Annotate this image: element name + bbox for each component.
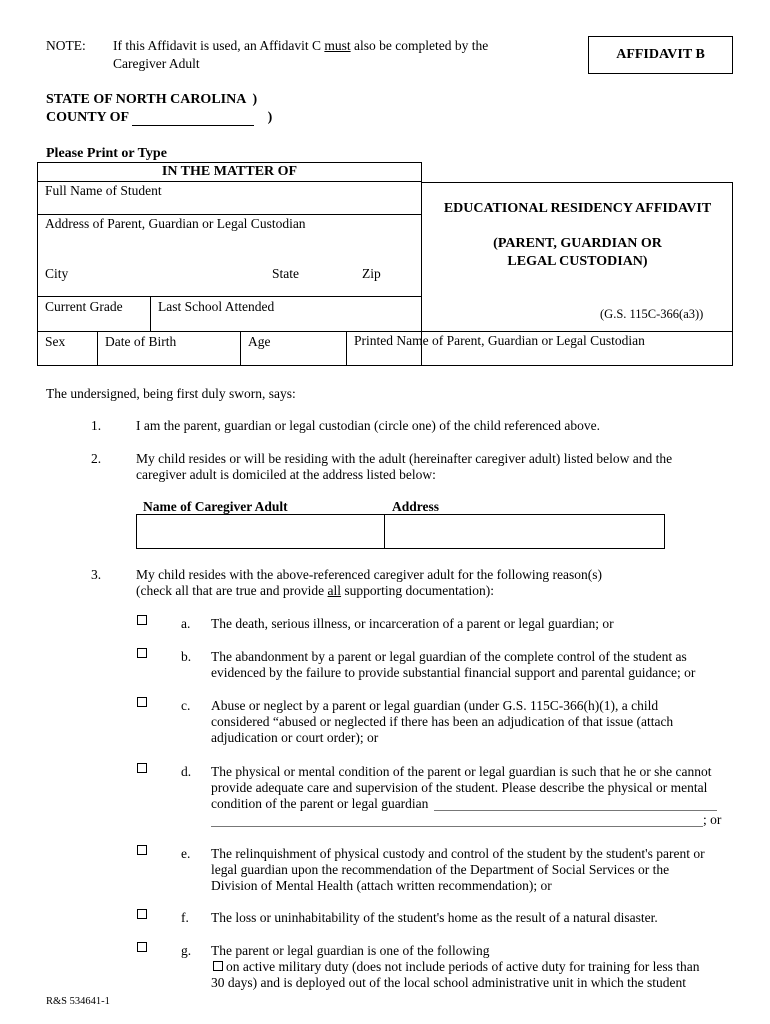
reason-g-text-2: on active military duty (does not include periods of active duty for training for less than: [226, 959, 700, 974]
reason-g-text-3: 30 days) and is deployed out of the local school administrative unit in which the student: [211, 975, 687, 990]
caregiver-name-field[interactable]: [137, 515, 383, 548]
zip-label: Zip: [362, 266, 381, 281]
last-school-label: Last School Attended: [158, 299, 275, 314]
age-label: Age: [248, 334, 271, 349]
form-title: EDUCATIONAL RESIDENCY AFFIDAVIT: [443, 201, 712, 216]
reason-b-checkbox[interactable]: [137, 648, 147, 658]
address-label: Address of Parent, Guardian or Legal Custodian: [45, 216, 306, 231]
reason-d-checkbox[interactable]: [137, 763, 147, 773]
reason-a-text: The death, serious illness, or incarceration of a parent or legal guardian; or: [211, 616, 614, 631]
county-line: COUNTY OF ): [46, 110, 273, 125]
form-subtitle-1: (PARENT, GUARDIAN OR: [493, 236, 662, 251]
reason-g-checkbox[interactable]: [137, 942, 147, 952]
note-line-2: Caregiver Adult: [113, 56, 200, 71]
form-subtitle-2: LEGAL CUSTODIAN): [507, 254, 648, 269]
affidavit-label: AFFIDAVIT B: [588, 36, 733, 74]
reason-d-text-4: ; or: [703, 812, 722, 827]
reason-g-text-1: The parent or legal guardian is one of the following: [211, 943, 490, 958]
item-3-text-2: (check all that are true and provide all supporting documentation):: [136, 583, 495, 598]
sex-label: Sex: [45, 334, 66, 349]
reason-c-text-2: considered “abused or neglected if there has been an adjudication of that issue (attach: [211, 714, 674, 729]
reason-g-military-checkbox[interactable]: [213, 961, 223, 971]
current-grade-label: Current Grade: [45, 299, 123, 314]
reason-b-text-2: evidenced by the failure to provide substantial financial support and parental guidance; or: [211, 665, 696, 680]
reason-b-text-1: The abandonment by a parent or legal guardian of the complete control of the student as: [211, 649, 687, 664]
item-2-number: 2.: [91, 451, 102, 466]
reason-g-letter: g.: [181, 943, 192, 958]
reason-c-text-3: adjudication or court order); or: [211, 730, 379, 745]
reason-d-text-1: The physical or mental condition of the parent or legal guardian is such that he or she cannot: [211, 764, 712, 779]
reason-d-text-3: condition of the parent or legal guardian: [211, 796, 429, 811]
reason-e-text-3: Division of Mental Health (attach written recommendation); or: [211, 878, 552, 893]
item-3-number: 3.: [91, 567, 102, 582]
reason-b-letter: b.: [181, 649, 192, 664]
item-1-text: I am the parent, guardian or legal custodian (circle one) of the child referenced above.: [136, 418, 601, 433]
reason-c-letter: c.: [181, 698, 191, 713]
item-2-text-2: caregiver adult is domiciled at the address listed below:: [136, 467, 436, 482]
note-line-1: If this Affidavit is used, an Affidavit C must also be completed by the: [113, 38, 489, 53]
county-blank[interactable]: [132, 111, 254, 126]
reason-d-letter: d.: [181, 764, 192, 779]
city-label: City: [45, 266, 69, 281]
state-line: STATE OF NORTH CAROLINA ): [46, 92, 258, 107]
statute-ref: (G.S. 115C-366(a3)): [600, 307, 704, 321]
reason-d-text-2: provide adequate care and supervision of the student. Please describe the physical or mental: [211, 780, 708, 795]
dob-label: Date of Birth: [105, 334, 177, 349]
reason-c-text-1: Abuse or neglect by a parent or legal guardian (under G.S. 115C-366(h)(1), a child: [211, 698, 659, 713]
reason-f-checkbox[interactable]: [137, 909, 147, 919]
reason-c-checkbox[interactable]: [137, 697, 147, 707]
intro-text: The undersigned, being first duly sworn, says:: [46, 386, 296, 401]
reason-e-checkbox[interactable]: [137, 845, 147, 855]
state-label: State: [272, 266, 299, 281]
footer-code: R&S 534641-1: [46, 996, 110, 1007]
reason-d-blank-2[interactable]: [211, 826, 703, 827]
in-the-matter-header: IN THE MATTER OF: [161, 164, 298, 179]
reason-d-blank-1[interactable]: [434, 810, 717, 811]
caregiver-address-header: Address: [392, 499, 440, 514]
reason-a-letter: a.: [181, 616, 191, 631]
reason-f-text: The loss or uninhabitability of the student's home as the result of a natural disaster.: [211, 910, 658, 925]
reason-e-text-1: The relinquishment of physical custody and control of the student by the student's parent or: [211, 846, 705, 861]
note-label: NOTE:: [46, 38, 86, 53]
reason-e-letter: e.: [181, 846, 191, 861]
item-1-number: 1.: [91, 418, 102, 433]
caregiver-address-field[interactable]: [386, 515, 664, 548]
item-2-text-1: My child resides or will be residing with the adult (hereinafter caregiver adult) listed below and the: [136, 451, 673, 466]
item-3-text-1: My child resides with the above-referenced caregiver adult for the following reason(s): [136, 567, 602, 582]
full-name-label: Full Name of Student: [45, 183, 162, 198]
reason-a-checkbox[interactable]: [137, 615, 147, 625]
reason-e-text-2: legal guardian upon the recommendation of the Department of Social Services or the: [211, 862, 670, 877]
printed-name-label: Printed Name of Parent, Guardian or Legal Custodian: [354, 333, 645, 348]
caregiver-name-header: Name of Caregiver Adult: [143, 499, 288, 514]
print-type-label: Please Print or Type: [46, 146, 167, 161]
reason-f-letter: f.: [181, 910, 189, 925]
